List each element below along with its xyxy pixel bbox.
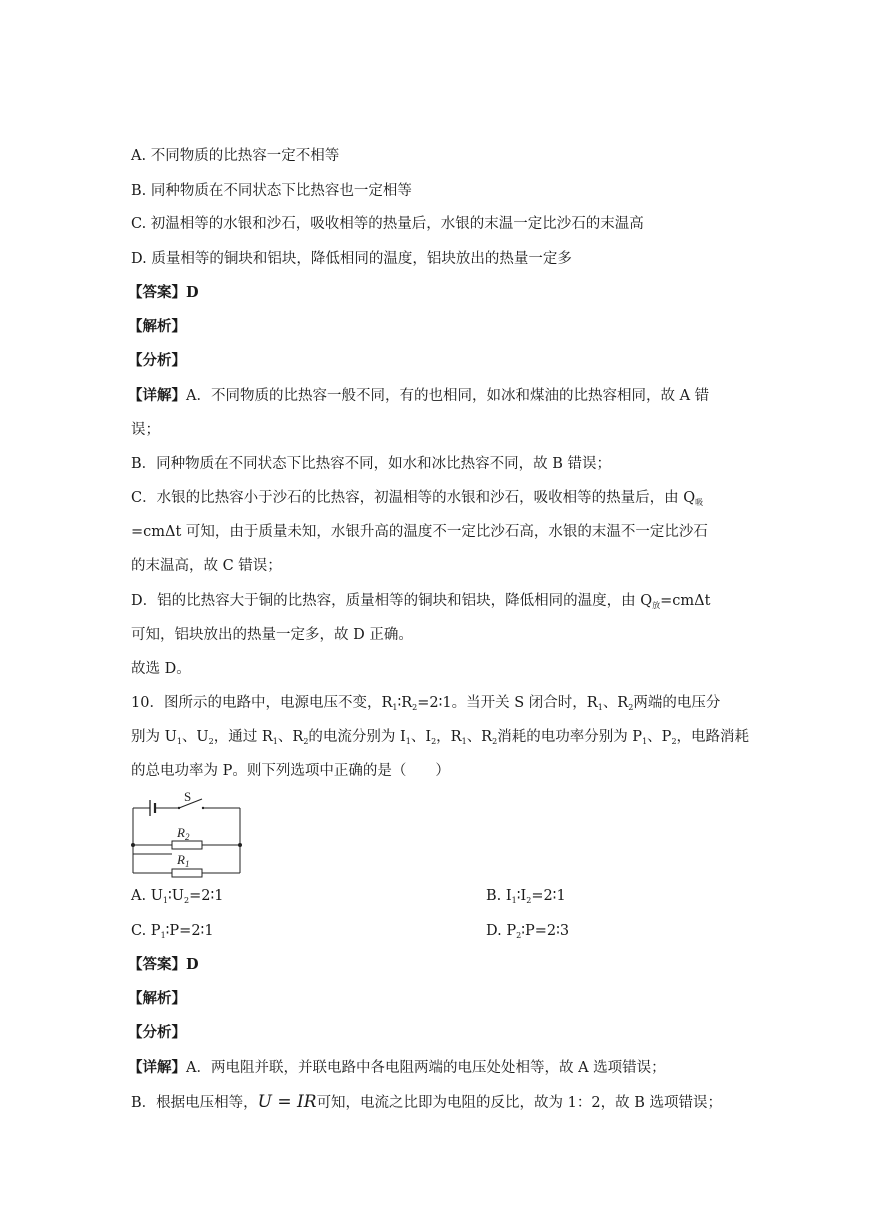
- sub: 1: [642, 737, 648, 746]
- sub: 2: [526, 896, 532, 905]
- r1-sub: 1: [184, 859, 190, 869]
- t: ∶I: [516, 888, 527, 904]
- q10-option-c: [131, 921, 214, 946]
- t: 、U: [181, 729, 209, 745]
- q10-detail-b: [131, 1092, 722, 1113]
- q9-detail-a-line1: [128, 386, 709, 406]
- t: =2∶1。当开关 S 闭合时，R: [417, 695, 598, 711]
- t: 别为 U: [131, 729, 177, 745]
- t: ，电路消耗: [676, 729, 750, 745]
- sub: 2: [412, 703, 418, 712]
- q10-option-b: [486, 886, 566, 911]
- text: C．水银的比热容小于沙石的比热容，初温相等的水银和沙石，吸收相等的热量后，由 Q: [131, 490, 696, 506]
- q9-detail-d-line2: 可知，铝块放出的热量一定多，故 D 正确。: [131, 627, 413, 643]
- t: =2∶1: [531, 888, 566, 904]
- t: ，R: [436, 729, 462, 745]
- t: D. P: [486, 923, 517, 939]
- sub: 2: [208, 737, 214, 746]
- t: ∶P=2∶3: [521, 923, 570, 939]
- t: ∶R: [397, 695, 413, 711]
- t: C. P: [131, 923, 161, 939]
- r1-letter: R: [177, 852, 185, 867]
- t: ∶U: [168, 888, 185, 904]
- resistor-r1: [172, 869, 202, 877]
- circuit-lower: [128, 788, 246, 898]
- sub: 2: [671, 737, 677, 746]
- text: D．铝的比热容大于铜的比热容，质量相等的铜块和铝块，降低相同的温度，由 Q: [131, 593, 653, 609]
- r2-letter: R: [177, 825, 185, 840]
- r2-sub: 2: [184, 832, 190, 842]
- subscript: 吸: [695, 498, 704, 507]
- sub: 1: [405, 737, 411, 746]
- sub: 1: [511, 896, 517, 905]
- sub: 2: [184, 896, 190, 905]
- t: 可知，电流之比即为电阻的反比，故为 1：2，故 B 选项错误；: [316, 1095, 722, 1111]
- t: A. U: [131, 888, 163, 904]
- t: 、R: [466, 729, 493, 745]
- q10-stem-line2: [131, 727, 749, 752]
- r1-label: [176, 852, 189, 869]
- q9-answer: 【答案】D: [128, 284, 199, 301]
- q10-stem-line3: 的总电功率为 P。则下列选项中正确的是（ ）: [131, 763, 450, 779]
- q10-answer: 【答案】D: [128, 956, 199, 973]
- detail-text: A．两电阻并联，并联电路中各电阻两端的电压处处相等，故 A 选项错误；: [186, 1060, 666, 1076]
- q9-conclusion: 故选 D。: [131, 661, 191, 677]
- detail-tag: 【详解】: [128, 1059, 186, 1076]
- sub: 1: [162, 896, 169, 905]
- sub: 2: [628, 703, 634, 712]
- sub: 1: [160, 931, 166, 940]
- switch-label: S: [184, 789, 192, 804]
- t: ，通过 R: [213, 729, 273, 745]
- q9-detail-c-line3: 的末温高，故 C 错误；: [131, 558, 282, 574]
- t: 消耗的电功率分别为 P: [497, 729, 643, 745]
- t: 10．图所示的电路中，电源电压不变，R: [131, 695, 393, 711]
- q9-option-c: C. 初温相等的水银和沙石，吸收相等的热量后，水银的末温一定比沙石的末温高: [131, 216, 644, 232]
- q9-option-a: A. 不同物质的比热容一定不相等: [131, 148, 340, 164]
- q10-option-a: [131, 886, 223, 911]
- q9-jiexi: 【解析】: [128, 318, 186, 335]
- q9-detail-a-line2: 误；: [131, 422, 160, 438]
- sub: 1: [461, 737, 467, 746]
- q10-jiexi: 【解析】: [128, 990, 186, 1007]
- q10-stem-line1: [131, 693, 720, 718]
- q10-option-d: [486, 921, 569, 946]
- sub: 2: [516, 931, 522, 940]
- q9-option-d: D. 质量相等的铜块和铝块，降低相同的温度，铝块放出的热量一定多: [131, 251, 572, 267]
- t: 的电流分别为 I: [308, 729, 406, 745]
- q9-fenxi: 【分析】: [128, 352, 186, 369]
- t: 、R: [277, 729, 304, 745]
- q9-detail-c-line2: =cmΔt 可知，由于质量未知，水银升高的温度不一定比沙石高，水银的末温不一定比沙石: [131, 524, 708, 540]
- detail-text: A．不同物质的比热容一般不同，有的也相同，如冰和煤油的比热容相同，故 A 错: [186, 388, 710, 404]
- sub: 2: [492, 737, 498, 746]
- formula: U = IR: [257, 1092, 317, 1112]
- t: 、P: [647, 729, 672, 745]
- sub: 2: [431, 737, 437, 746]
- q9-detail-d-line1: [131, 591, 710, 616]
- switch-contact-left: [178, 807, 180, 809]
- sub: 1: [597, 703, 603, 712]
- sub: 2: [303, 737, 309, 746]
- text: =cmΔt: [660, 593, 711, 609]
- q9-detail-b: B．同种物质在不同状态下比热容不同，如水和冰比热容不同，故 B 错误；: [131, 456, 612, 472]
- q10-detail-a: [128, 1058, 666, 1078]
- r2-label: [176, 825, 190, 842]
- q9-detail-c-line1: [131, 488, 703, 513]
- t: =2∶1: [189, 888, 224, 904]
- t: 两端的电压分: [633, 695, 721, 711]
- q9-option-b: B. 同种物质在不同状态下比热容也一定相等: [131, 183, 412, 199]
- sub: 1: [176, 737, 182, 746]
- subscript: 放: [652, 601, 661, 610]
- detail-tag: 【详解】: [128, 387, 186, 404]
- junction-left: [131, 843, 135, 847]
- t: 、R: [602, 695, 629, 711]
- t: B. I: [486, 888, 512, 904]
- t: 、I: [410, 729, 432, 745]
- junction-right: [238, 843, 242, 847]
- t: B．根据电压相等，: [131, 1095, 258, 1111]
- sub: 1: [392, 703, 398, 712]
- t: ∶P=2∶1: [165, 923, 214, 939]
- q10-fenxi: 【分析】: [128, 1024, 186, 1041]
- switch-contact-right: [202, 807, 204, 809]
- sub: 1: [272, 737, 278, 746]
